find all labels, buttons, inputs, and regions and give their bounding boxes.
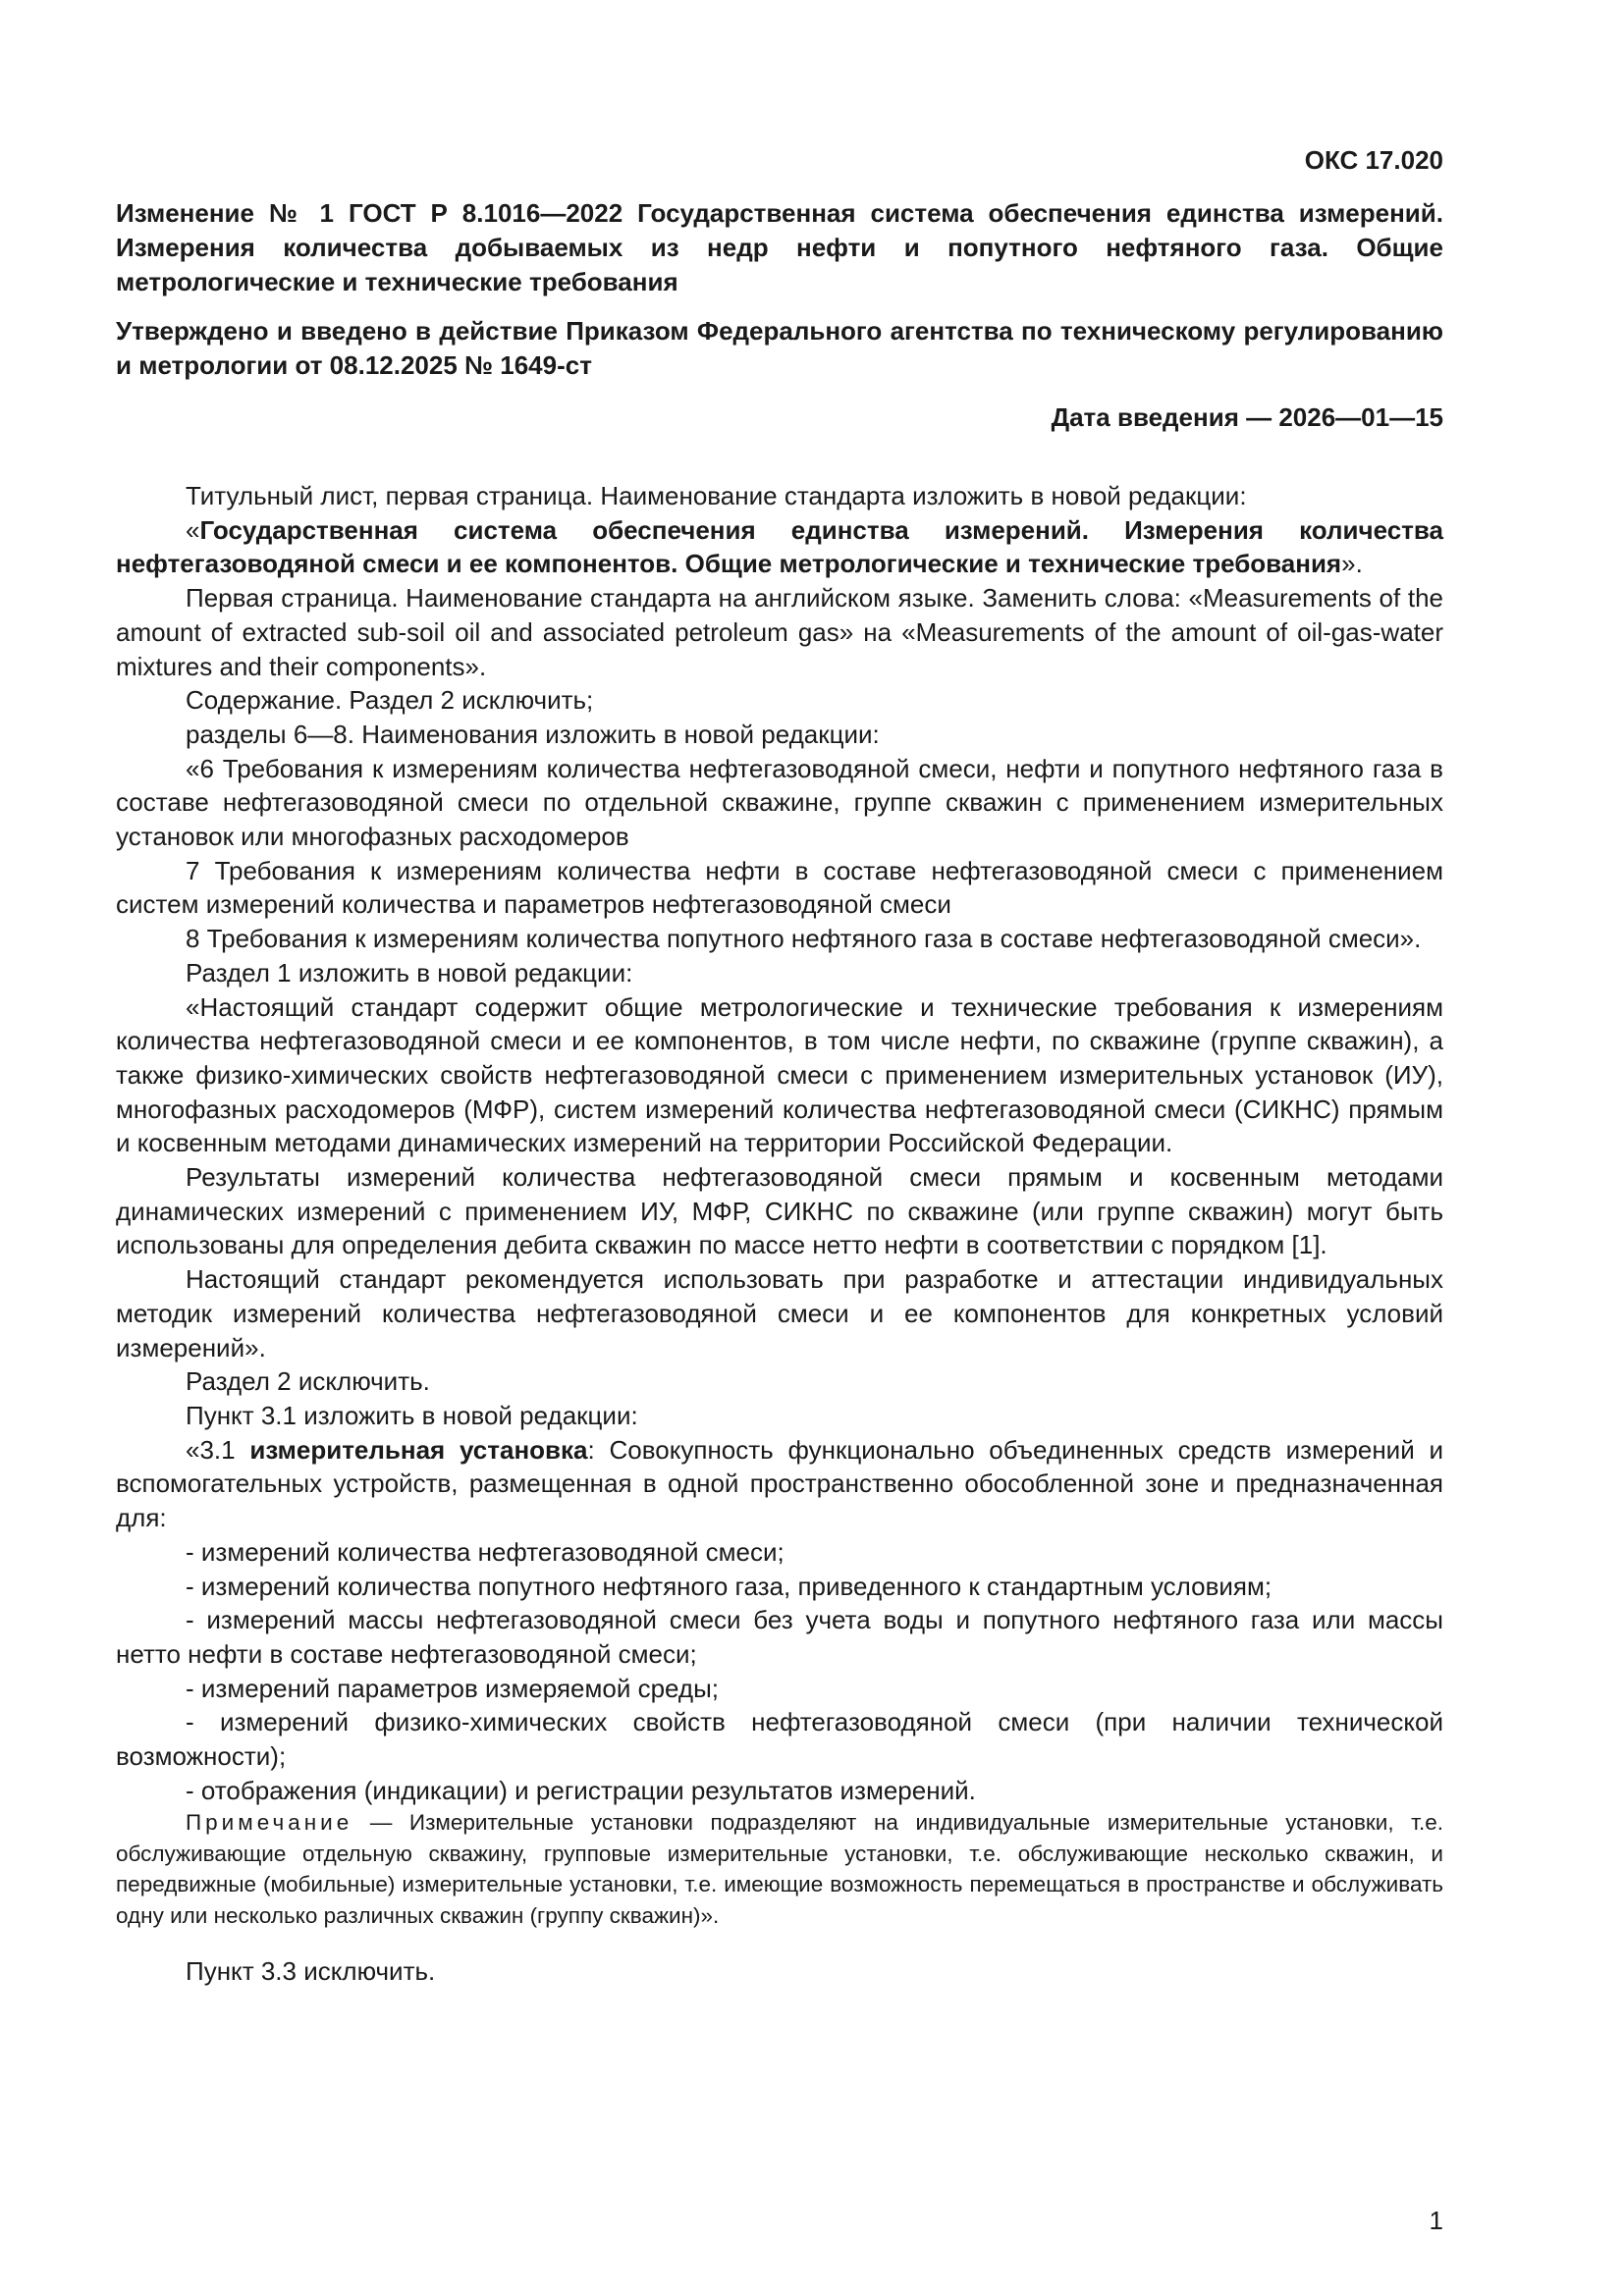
paragraph-new-title (116, 513, 1443, 581)
list-item: - измерений количества нефтегазоводяной смеси; (186, 1536, 785, 1567)
paragraph: Результаты измерений количества нефтегазоводяной смеси прямым и косвенным методами динамических измерений с применением ИУ, МФР, СИКНС по скважине (или группе скважин) могут быть использованы для определения дебита скважин по массе нетто нефти в соответствии с порядком [1]. (116, 1162, 1443, 1260)
paragraph: Пункт 3.1 изложить в новой редакции: (186, 1400, 638, 1430)
paragraph: Содержание. Раздел 2 исключить; (186, 685, 594, 716)
paragraph: Раздел 2 исключить. (186, 1366, 430, 1397)
list-item: - измерений параметров измеряемой среды; (186, 1673, 720, 1703)
document-body (116, 479, 1443, 1989)
quote-close: ». (1341, 549, 1363, 579)
paragraph: Настоящий стандарт рекомендуется использовать при разработке и аттестации индивидуальных методик измерений количества нефтегазоводяной смеси и ее компонентов для конкретных условий измерений». (116, 1264, 1443, 1362)
list-item: - отображения (индикации) и регистрации результатов измерений. (186, 1775, 976, 1805)
new-title-bold: Государственная система обеспечения единства измерений. Измерения количества нефтегазоводяной смеси и ее компонентов. Общие метрологические и технические требования (116, 514, 1443, 579)
approval-statement: Утверждено и введено в действие Приказом Федерального агентства по техническому регулированию и метрологии от 08.12.2025 № 1649-ст (116, 316, 1443, 380)
note-label: Примечание (186, 1810, 353, 1836)
oks-code: ОКС 17.020 (1304, 145, 1443, 175)
note (116, 1807, 1443, 1931)
paragraph: 7 Требования к измерениям количества нефти в составе нефтегазоводяной смеси с применением систем измерений количества и параметров нефтегазоводяной смеси (116, 855, 1443, 920)
paragraph: Раздел 1 изложить в новой редакции: (186, 957, 633, 988)
paragraph: Пункт 3.3 исключить. (186, 1956, 436, 1987)
page-number: 1 (1429, 2206, 1443, 2235)
paragraph: Первая страница. Наименование стандарта на английском языке. Заменить слова: «Measurements of the amount of extracted sub-soil oil and associated petroleum gas» на «Measurements of the amount of oil-gas-water mixtures and their components». (116, 583, 1443, 681)
list-item: - измерений количества попутного нефтяного газа, приведенного к стандартным условиям; (186, 1571, 1272, 1601)
list-item: - измерений массы нефтегазоводяной смеси без учета воды и попутного нефтяного газа или массы нетто нефти в составе нефтегазоводяной смеси; (116, 1605, 1443, 1669)
note-text: — Измерительные установки подразделяют на индивидуальные измерительные установки, т.е. обслуживающие отдельную скважину, групповые измерительные установки, т.е. обслуживающие несколько скважин, и передвижные (мобильные) измерительные установки, т.е. имеющие возможность перемещаться в пространстве и обслуживать одну или несколько различных скважин (группу скважин)». (116, 1810, 1443, 1928)
effective-date: Дата введения — 2026—01—15 (1051, 402, 1443, 432)
term-bold: измерительная установка (249, 1434, 588, 1465)
paragraph: «6 Требования к измерениям количества нефтегазоводяной смеси, нефти и попутного нефтяного газа в составе нефтегазоводяной смеси по отдельной скважине, группе скважин с применением измерительных установок или многофазных расходомеров (116, 753, 1443, 852)
quote-open: « (186, 514, 200, 545)
paragraph: 8 Требования к измерениям количества попутного нефтяного газа в составе нефтегазоводяной смеси». (186, 924, 1422, 954)
list-item: - измерений физико-химических свойств нефтегазоводяной смеси (при наличии технической возможности); (116, 1707, 1443, 1772)
paragraph: Титульный лист, первая страница. Наименование стандарта изложить в новой редакции: (186, 481, 1247, 510)
amendment-title: Изменение № 1 ГОСТ Р 8.1016—2022 Государственная система обеспечения единства измерений. Измерения количества добываемых из недр нефти и попутного нефтяного газа. Общие метрологические и технические требования (116, 198, 1443, 296)
paragraph: разделы 6—8. Наименования изложить в новой редакции: (186, 719, 880, 749)
paragraph-definition: «3.1 измерительная установка: Совокупность функционально объединенных средств измерений и вспомогательных устройств, размещенная в одной пространственно обособленной зоне и предназначенная для: (116, 1434, 1444, 1533)
paragraph: «Настоящий стандарт содержит общие метрологические и технические требования к измерениям количества нефтегазоводяной смеси и ее компонентов, в том числе нефти, по скважине (группе скважин), а также физико-химических свойств нефтегазоводяной смеси с применением измерительных установок (ИУ), многофазных расходомеров (МФР), систем измерений количества нефтегазоводяной смеси (СИКНС) прямым и косвенным методами динамических измерений на территории Российской Федерации. (116, 991, 1443, 1158)
